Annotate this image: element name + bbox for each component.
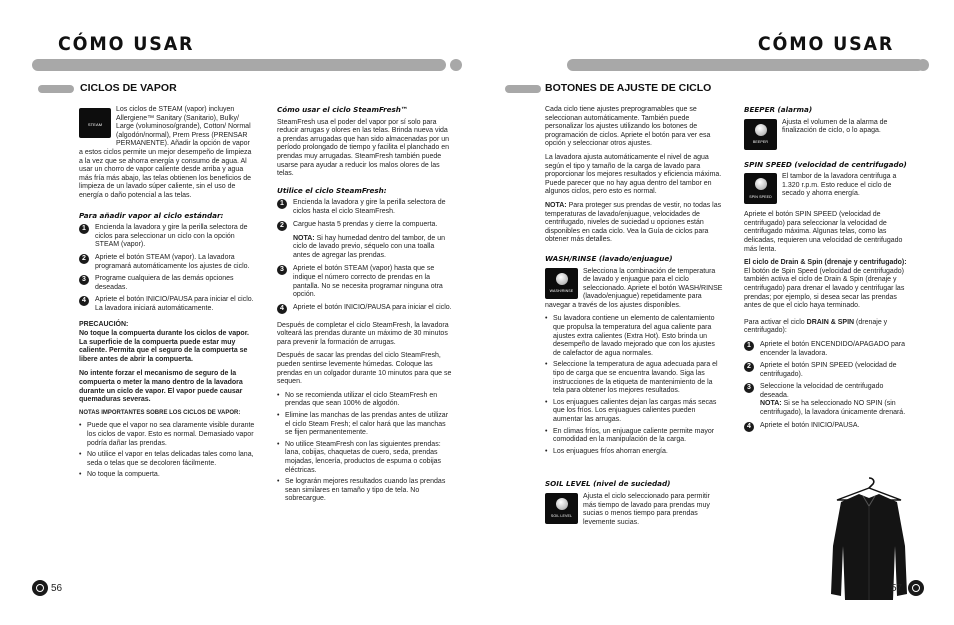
use-step: 3 Apriete el botón STEAM (vapor) hasta que se indique el número correcto de prendas en la pantalla. No se necesita programar ninguna otra opción.	[277, 265, 453, 299]
step-number-3: 3	[79, 275, 89, 285]
drain-spin-text: El botón de Spin Speed (velocidad de centrifugado) también activa el ciclo de Drain & Spin (drenaje y centrifugado) para drenar el lavado y centrifugar las prendas; por ejemplo, si desea secar las prendas antes de que el ciclo haya terminado.	[744, 267, 905, 310]
lg-logo-icon	[908, 580, 924, 596]
header-bar	[32, 59, 446, 71]
step-number-4: 4	[79, 296, 89, 306]
button-knob	[755, 178, 767, 190]
spin-speed-button-image: SPIN SPEED	[744, 173, 777, 204]
use-note: NOTA: Si hay humedad dentro del tambor, de un ciclo de lavado previo, séquelo con una toalla antes de agregar las prendas.	[293, 234, 446, 259]
beeper-button-image: BEEPER	[744, 119, 777, 150]
caution-text-2: No intente forzar el mecanismo de seguro de la compuerta o meter la mano dentro de la lavadora durante un ciclo de vapor. El vapor puede causar quemaduras severas.	[79, 370, 243, 404]
button-knob	[556, 498, 568, 510]
caution-title: PRECAUCIÓN:	[79, 321, 129, 329]
steamfresh-intro: SteamFresh usa el poder del vapor por sí solo para reducir arrugas y olores en las telas. Brinda nueva vida a prendas arrugadas que han sido almacenadas por un período prolongado de tiempo y facilita el planchado en prendas muy arrugadas. SteamFresh también puede usarse para ayudar a reducir los malos olores de las telas.	[277, 118, 450, 178]
wash-bullet: • Su lavadora contiene un elemento de calentamiento que propulsa la temperatura del agua caliente para ajustes extra calientes (Extra Hot). Esto brinda un desempeño de lavado mejorado que con los ajustes de calefactor de agua normales.	[545, 315, 715, 357]
wash-bullet: • Los enjuagues fríos ahorran energía.	[545, 447, 668, 455]
steam-button-image: STEAM	[79, 108, 111, 138]
steamfresh-heading: Cómo usar el ciclo SteamFresh™	[277, 105, 409, 114]
after-text-1: Después de completar el ciclo SteamFresh, la lavadora volteará las prendas durante un máximo de 30 minutos para prevenir la formación de arrugas.	[277, 321, 449, 346]
steamfresh-bullet: • Elimine las manchas de las prendas antes de utilizar el ciclo Steam Fresh; el calor hará que las manchas se fijen permanentemente.	[277, 412, 449, 437]
notes-title: NOTAS IMPORTANTES SOBRE LOS CICLOS DE VAPOR:	[79, 409, 241, 416]
add-steam-heading: Para añadir vapor al ciclo estándar:	[79, 210, 224, 220]
wash-rinse-button-image: WASH/RINSE	[545, 268, 578, 299]
add-steam-step: 1 Encienda la lavadora y gire la perilla selectora de ciclos para seleccionar un ciclo con la opción STEAM (vapor).	[79, 224, 255, 250]
page-header-title: CÓMO USAR	[757, 33, 894, 55]
step-number-4: 4	[744, 422, 754, 432]
left-column-2	[277, 106, 453, 507]
wash-bullet: • En climas fríos, un enjuague caliente permite mayor comodidad en la manipulación de la carga.	[545, 427, 715, 444]
button-knob	[755, 124, 767, 136]
steamfresh-bullet: • No se recomienda utilizar el ciclo SteamFresh en prendas que sean 100% de algodón.	[277, 391, 438, 408]
left-column-1	[79, 106, 255, 483]
cycle-intro-2: La lavadora ajusta automáticamente el nivel de agua según el tipo y tamaño de la carga de lavado para proporcionar los mejores resultados y eficiencia máxima. Puede parecer que no hay agua dentro del tambor en algunos ciclos, pero esto es normal.	[545, 153, 722, 196]
use-step: 1 Encienda la lavadora y gire la perilla selectora de ciclos hasta el ciclo SteamFresh.	[277, 199, 453, 216]
section-title-steam: CICLOS DE VAPOR	[80, 82, 177, 94]
drain-step: 1 Apriete el botón ENCENDIDO/APAGADO para encender la lavadora.	[744, 341, 912, 358]
wash-bullet: • Los enjuagues calientes dejan las cargas más secas que los fríos. Los enjuagues calientes pueden aumentar las arrugas.	[545, 398, 717, 423]
step-number-2: 2	[277, 221, 287, 231]
right-page	[477, 0, 954, 625]
drain-step: 4 Apriete el botón INICIO/PAUSA.	[744, 422, 912, 432]
step-number-4: 4	[277, 304, 287, 314]
right-column-1	[545, 106, 723, 532]
header-bar-dot	[917, 59, 929, 71]
wash-rinse-heading: WASH/RINSE (lavado/enjuague)	[545, 253, 673, 263]
right-column-2	[744, 106, 912, 436]
step-number-2: 2	[744, 362, 754, 372]
use-step: 2 Cargue hasta 5 prendas y cierre la compuerta.	[277, 221, 453, 231]
step-number-1: 1	[277, 199, 287, 209]
step-number-3: 3	[744, 383, 754, 393]
use-step: 4 Apriete el botón INICIO/PAUSA para iniciar el ciclo.	[277, 304, 453, 314]
spin-speed-heading: SPIN SPEED (velocidad de centrifugado)	[744, 159, 907, 169]
use-steamfresh-heading: Utilice el ciclo SteamFresh:	[277, 185, 387, 195]
wash-rinse-text: Selecciona la combinación de temperatura de lavado y enjuague para el ciclo seleccionado. Apriete el botón WASH/RINSE (lavado/enjuague) repetidamente para navegar a través de los ajustes disponibles.	[545, 267, 723, 309]
soil-level-button-image: SOIL LEVEL	[545, 493, 578, 524]
after-text-2: Después de sacar las prendas del ciclo SteamFresh, pueden sentirse levemente húmedas. Coloque las prendas en un colgador durante 10 minutos para que se sequen.	[277, 352, 452, 386]
steamfresh-bullet: • No utilice SteamFresh con las siguientes prendas: lana, cobijas, chaquetas de cuero, seda, prendas mojadas, lencería, productos de espuma o cobijas eléctricas.	[277, 440, 442, 474]
section-marker	[505, 85, 541, 93]
steam-intro: Los ciclos de STEAM (vapor) incluyen Allergiene™ Sanitary (Sanitario), Bulky/ Large (voluminoso/grande), Cotton/ Normal (algodón/normal), Prem Press (PRENSAR PERMANENTE). Añadir la opción de vapor a estos ciclos permite un mejor desempeño de limpieza a la vez que se ahorra energía y consumo de agua. Al usar un chorro de vapor caliente desde arriba y agua más fría más abajo, las telas obtienen los beneficios de limpieza de un lavado súper caliente, sin el uso de energía o daño potencial a las telas.	[79, 106, 252, 199]
drain-step: 3 Seleccione la velocidad de centrifugado deseada. NOTA: Si se ha seleccionado NO SPIN (sin centrifugado), la lavadora únicamente drenará.	[744, 383, 912, 417]
drain-spin-title: El ciclo de Drain & Spin (drenaje y centrifugado):	[744, 259, 907, 267]
step-number-1: 1	[79, 224, 89, 234]
beeper-text: Ajusta el volumen de la alarma de finalización de ciclo, o lo apaga.	[782, 118, 888, 135]
page-header-title: CÓMO USAR	[58, 33, 195, 55]
drain-step: 2 Apriete el botón SPIN SPEED (velocidad de centrifugado).	[744, 362, 912, 379]
step-number-1: 1	[744, 341, 754, 351]
header-bar-dot	[450, 59, 462, 71]
wash-bullet: • Seleccione la temperatura de agua adecuada para el tipo de carga que se encuentra lavando. Siga las instrucciones de la etiqueta de mantenimiento de la tela para obtener los mejores resultados.	[545, 361, 718, 395]
add-steam-step: 3 Programe cualquiera de las demás opciones deseadas.	[79, 275, 255, 292]
add-steam-step: 2 Apriete el botón STEAM (vapor). La lavadora programará automáticamente los ajustes de ciclo.	[79, 254, 255, 271]
notes-item: • Puede que el vapor no sea claramente visible durante los ciclos de vapor. Esto es normal. Demasiado vapor podría dañar las prendas.	[79, 422, 255, 447]
steamfresh-bullet: • Se lograrán mejores resultados cuando las prendas sean similares en tamaño y tipo de tela. No sobrecargue.	[277, 478, 446, 503]
spin-speed-para: Apriete el botón SPIN SPEED (velocidad de centrifugado) para seleccionar la velocidad de centrifugado máxima. Algunas telas, como las delicadas, requieren una velocidad de centrifugado más lenta.	[744, 211, 903, 253]
caution-text-1: No toque la compuerta durante los ciclos de vapor. La superficie de la compuerta puede estar muy caliente. Permita que el seguro de la compuerta se libere antes de abrir la compuerta.	[79, 330, 249, 363]
page-number: 56	[51, 583, 63, 594]
add-steam-step: 4 Apriete el botón INICIO/PAUSA para iniciar el ciclo. La lavadora iniciará automáticamente.	[79, 296, 255, 313]
notes-item: • No utilice el vapor en telas delicadas tales como lana, seda o telas que se decoloren fácilmente.	[79, 451, 254, 467]
spin-speed-text: El tambor de la lavadora centrifuga a 1.320 r.p.m. Esto reduce el ciclo de secado y ahorra energía.	[782, 173, 897, 198]
beeper-heading: BEEPER (alarma)	[744, 105, 813, 114]
lg-logo-icon	[32, 580, 48, 596]
soil-level-text: Ajusta el ciclo seleccionado para permitir más tiempo de lavado para prendas muy sucias o menos tiempo para prendas levemente sucias.	[583, 492, 710, 526]
header-bar	[567, 59, 924, 71]
soil-level-heading: SOIL LEVEL (nivel de suciedad)	[545, 479, 671, 489]
cycle-note: NOTA: Para proteger sus prendas de vestir, no todas las temperaturas de lavado/enjuague, velocidades de centrifugado, niveles de suciedad u opciones están disponibles en cada ciclo. Vea la Guía de ciclos para obtener más detalles.	[545, 201, 722, 244]
step-number-3: 3	[277, 265, 287, 275]
notes-item: • No toque la compuerta.	[79, 471, 160, 479]
page-number: 57	[891, 583, 903, 594]
step-number-2: 2	[79, 254, 89, 264]
section-title-cycle-buttons: BOTONES DE AJUSTE DE CICLO	[545, 82, 712, 94]
drain-activate-text: Para activar el ciclo DRAIN & SPIN (drenaje y centrifugado):	[744, 318, 888, 335]
cycle-intro-1: Cada ciclo tiene ajustes preprogramables que se seleccionan automáticamente. También puede personalizar los ajustes utilizando los botones de programación de ciclos. Apriete el botón para ver esa opción y seleccionar otros ajustes.	[545, 106, 711, 148]
section-marker	[38, 85, 74, 93]
button-knob	[556, 273, 568, 285]
